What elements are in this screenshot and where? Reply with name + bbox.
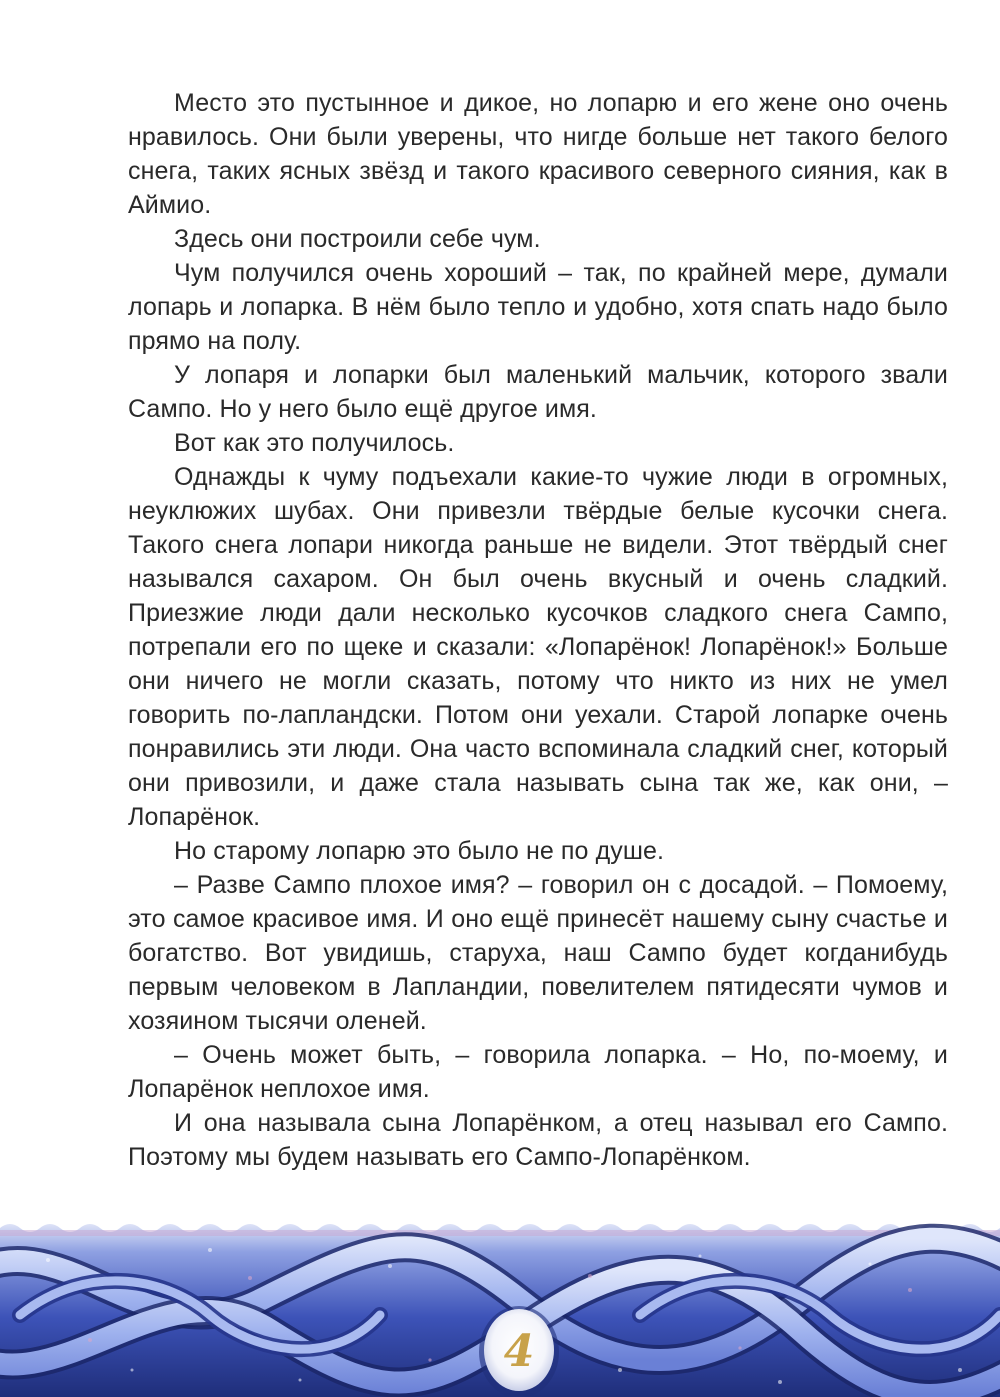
paragraph-10: И она называла сына Лопарёнком, а отец называл его Сампо. Поэтому мы будем называть его Сампо-Лопарёнком. xyxy=(128,1109,948,1171)
paragraph-1: Место это пустынное и дикое, но лопарю и его жене оно очень нравилось. Они были уверены, что нигде больше нет такого белого снега, таких ясных звёзд и такого красивого северного сияния, как в Аймио. xyxy=(128,89,948,219)
paragraph-9: – Очень может быть, – говорила лопарка. – Но, по-моему, и Лопарёнок неплохое имя. xyxy=(128,1041,948,1103)
story-text xyxy=(128,86,948,1174)
paragraph-5: Вот как это получилось. xyxy=(174,429,455,457)
paragraph-4: У лопаря и лопарки был маленький мальчик, которого звали Сампо. Но у него было ещё другое имя. xyxy=(128,361,948,423)
paragraph-8: – Разве Сампо плохое имя? – говорил он с досадой. – Помоему, это самое красивое имя. И оно ещё принесёт нашему сыну счастье и богатство. Вот увидишь, старуха, наш Сампо будет когданибудь первым человеком в Лапландии, повелителем пятидесяти чумов и хозяином тысячи оленей. xyxy=(128,871,948,1035)
paragraph-2: Здесь они построили себе чум. xyxy=(174,225,541,253)
paragraph-6: Однажды к чуму подъехали какие-то чужие люди в огромных, неуклюжих шубах. Они привезли твёрдые белые кусочки снега. Такого снега лопари никогда раньше не видели. Этот твёрдый снег назывался сахаром. Он был очень вкусный и очень сладкий. Приезжие люди дали несколько кусочков сладкого снега Сампо, потрепали его по щеке и сказали: «Лопарёнок! Лопарёнок!» Больше они ничего не могли сказать, потому что никто из них не умел говорить по-лапландски. Потом они уехали. Старой лопарке очень понравились эти люди. Она часто вспоминала сладкий снег, который они привозили, и даже стала называть сына так же, как они, – Лопарёнок. xyxy=(128,463,948,831)
paragraph-3: Чум получился очень хороший – так, по крайней мере, думали лопарь и лопарка. В нём было тепло и удобно, хотя спать надо было прямо на полу. xyxy=(128,259,948,355)
paragraph-7: Но старому лопарю это было не по душе. xyxy=(174,837,665,865)
page-number: 4 xyxy=(503,1326,535,1377)
